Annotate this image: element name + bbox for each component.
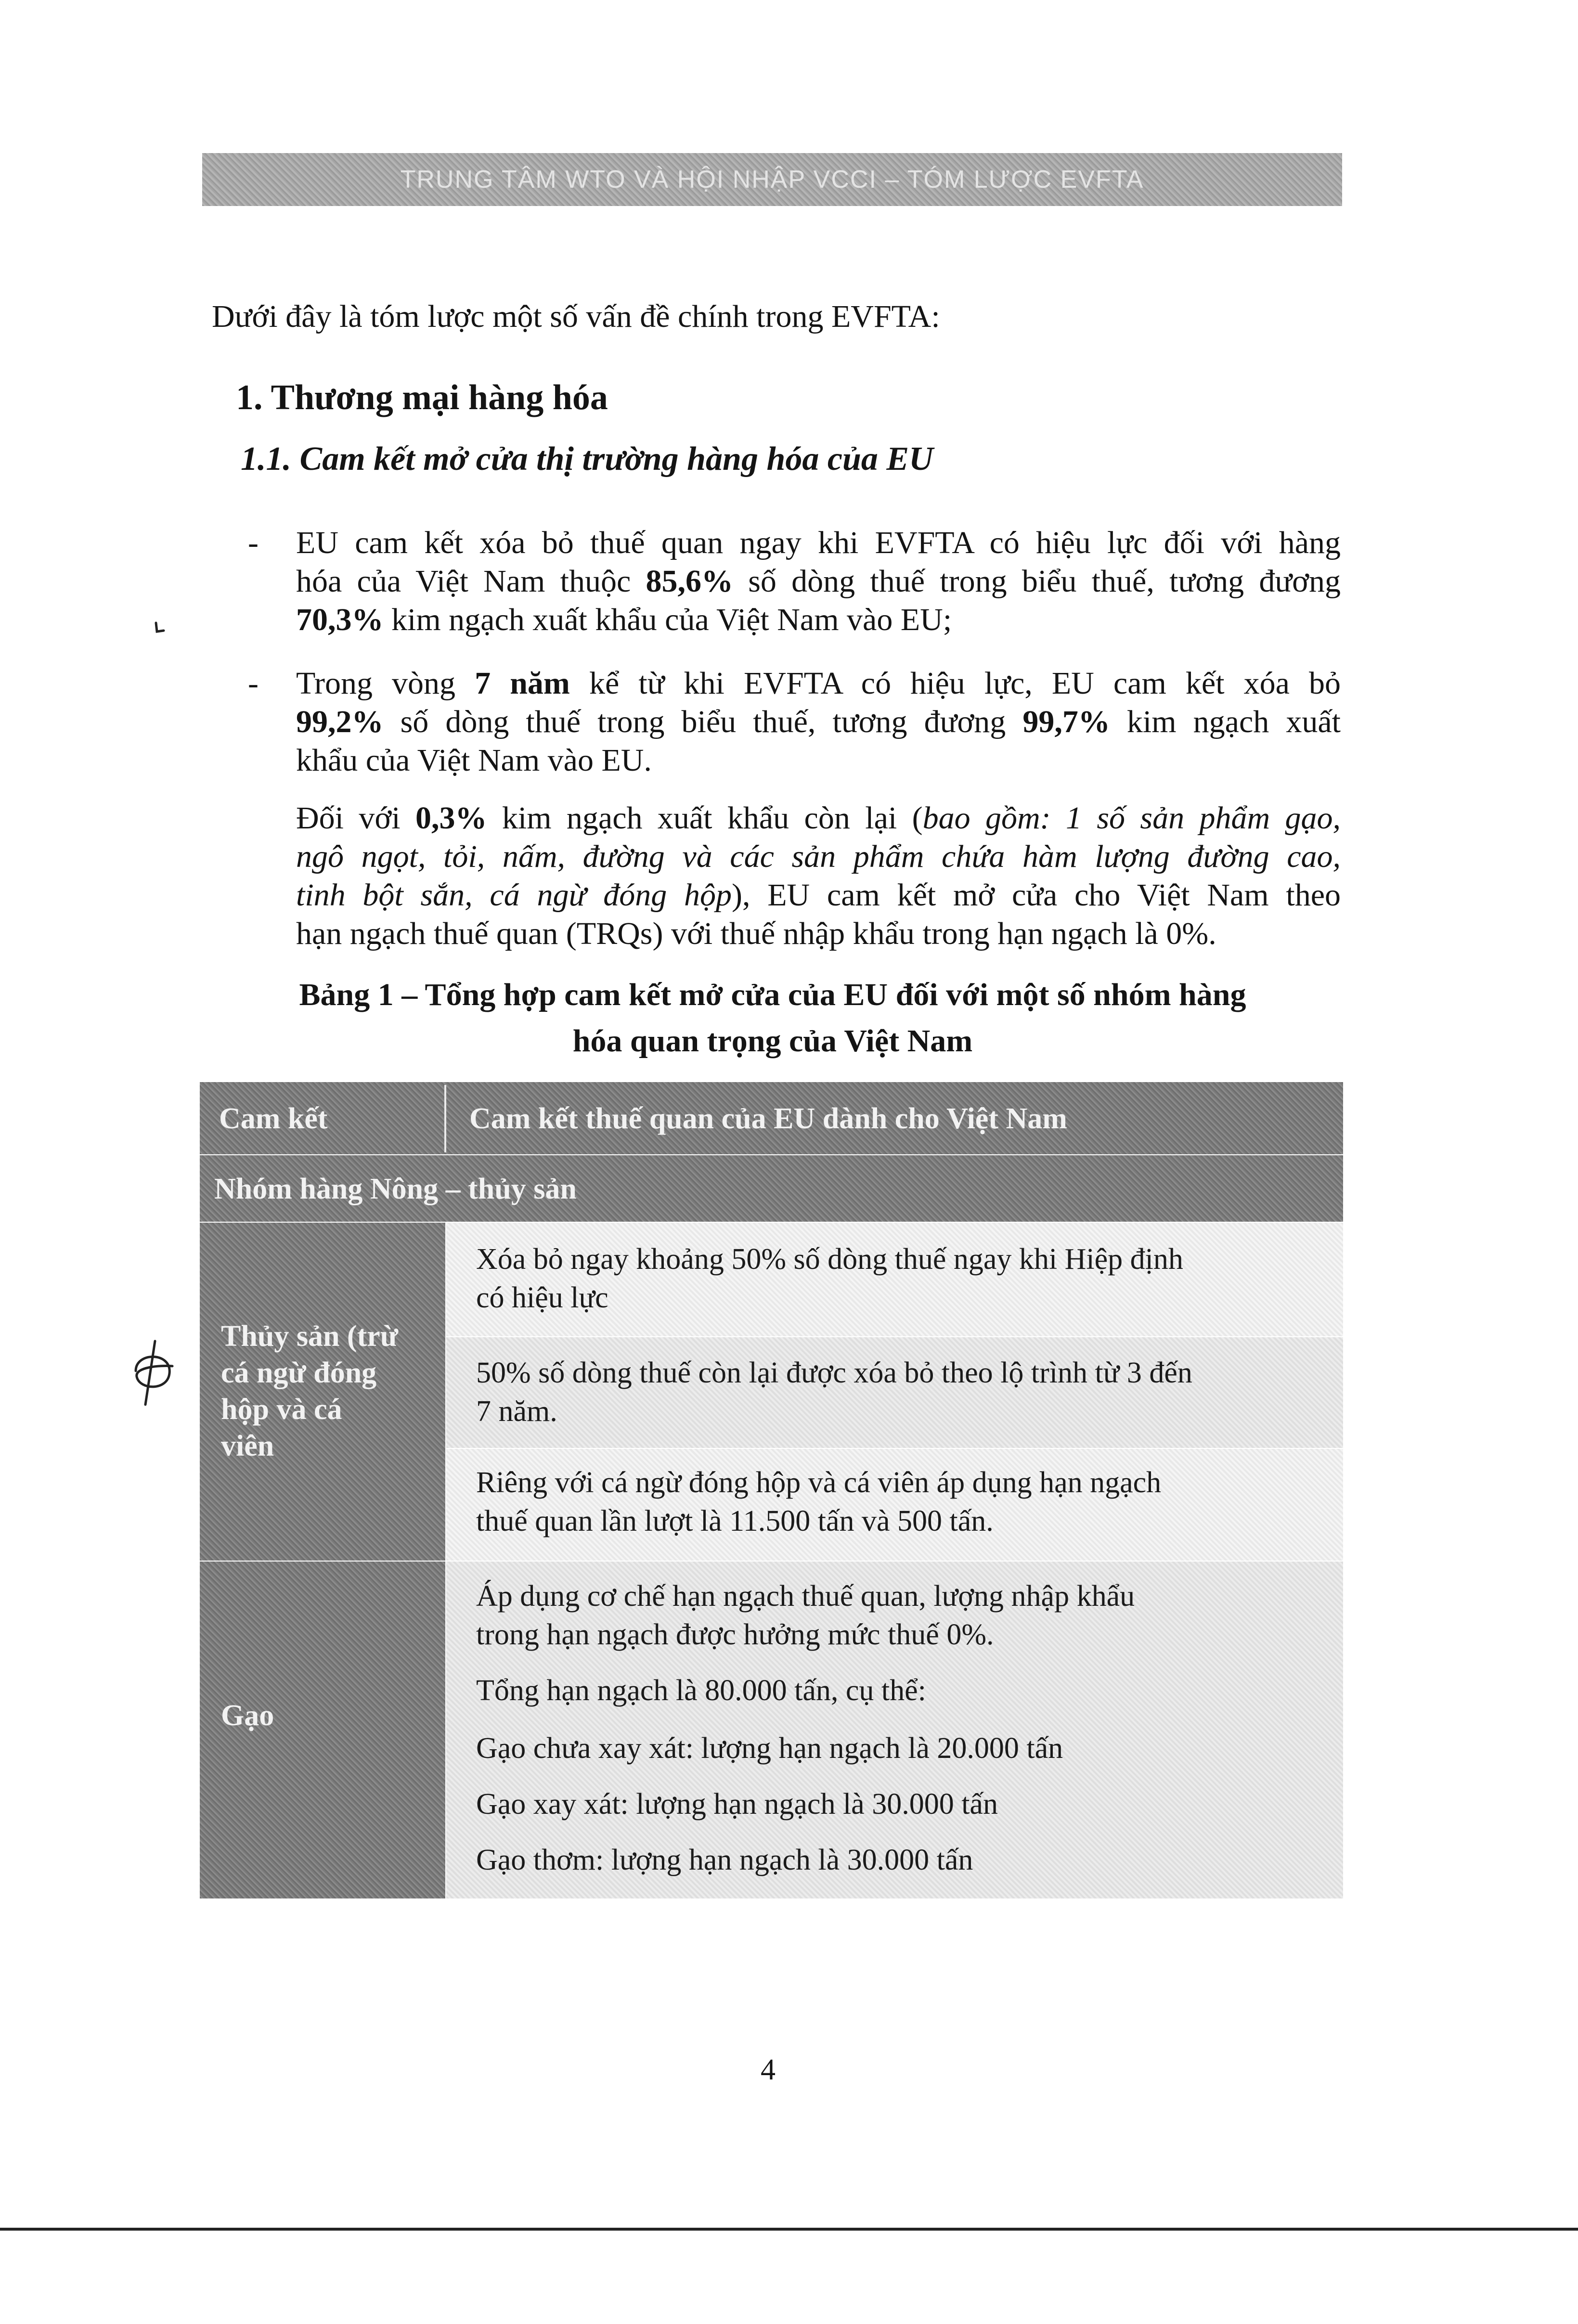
table-caption-line-2: hóa quan trọng của Việt Nam xyxy=(572,1023,973,1059)
bullet-paragraph-1 xyxy=(296,524,1341,639)
intro-sentence: Dưới đây là tóm lược một số vấn đề chính trong EVFTA: xyxy=(212,299,940,334)
bullet-2-line-3: khẩu của Việt Nam vào EU. xyxy=(296,743,652,778)
scan-bottom-edge xyxy=(0,2228,1578,2231)
rice-item-5: Gạo thơm: lượng hạn ngạch là 30.000 tấn xyxy=(476,1844,973,1876)
note-line-3: tinh bột sắn, cá ngừ đóng hộp), EU cam kết mở cửa cho Việt Nam theo xyxy=(296,878,1341,913)
commitments-table xyxy=(200,1082,1343,2324)
table-group-row xyxy=(200,1155,1343,1222)
handwritten-tick-mark xyxy=(153,621,168,635)
rice-item-3: Gạo chưa xay xát: lượng hạn ngạch là 20.000 tấn xyxy=(476,1732,1063,1765)
seafood-item-cell xyxy=(446,1337,1343,1448)
running-header-text: TRUNG TÂM WTO VÀ HỘI NHẬP VCCI – TÓM LƯỢC EVFTA xyxy=(400,166,1144,194)
category-cell-rice xyxy=(200,1562,445,1898)
section-heading: 1. Thương mại hàng hóa xyxy=(236,378,608,417)
seafood-item-3: Riêng với cá ngừ đóng hộp và cá viên áp dụng hạn ngạch thuế quan lần lượt là 11.500 tấn và 500 tấn. xyxy=(476,1466,1162,1537)
bullet-dash: - xyxy=(248,666,259,701)
bullet-2-line-1: Trong vòng 7 năm kể từ khi EVFTA có hiệu lực, EU cam kết xóa bỏ xyxy=(296,666,1341,701)
bullet-dash: - xyxy=(248,525,259,560)
category-label-seafood: Thủy sản (trừ cá ngừ đóng hộp và cá viên xyxy=(221,1320,398,1462)
running-header-banner xyxy=(202,153,1342,206)
bullet-paragraph-2 xyxy=(296,664,1341,780)
rice-item-2: Tổng hạn ngạch là 80.000 tấn, cụ thể: xyxy=(476,1674,926,1707)
note-line-1: Đối với 0,3% kim ngạch xuất khẩu còn lại (bao gồm: 1 số sản phẩm gạo, xyxy=(296,800,1341,836)
note-paragraph xyxy=(296,799,1341,953)
table-group-label: Nhóm hàng Nông – thủy sản xyxy=(214,1173,577,1205)
handwritten-margin-mark xyxy=(126,1337,179,1409)
note-line-2: ngô ngọt, tỏi, nấm, đường và các sản phẩm chứa hàm lượng đường cao, xyxy=(296,839,1341,874)
table-caption-line-1: Bảng 1 – Tổng hợp cam kết mở cửa của EU đối với một số nhóm hàng xyxy=(299,977,1246,1012)
header-divider xyxy=(444,1085,446,1152)
seafood-item-1: Xóa bỏ ngay khoảng 50% số dòng thuế ngay khi Hiệp định có hiệu lực xyxy=(476,1243,1183,1314)
category-cell-seafood xyxy=(200,1223,445,1561)
rice-item-1: Áp dụng cơ chế hạn ngạch thuế quan, lượng nhập khẩu trong hạn ngạch được hưởng mức thuế 0%. xyxy=(476,1580,1135,1651)
subsection-heading: 1.1. Cam kết mở cửa thị trường hàng hóa của EU xyxy=(241,440,933,478)
rice-item-cell xyxy=(446,1562,1343,1898)
table-header-col1: Cam kết xyxy=(219,1102,328,1135)
seafood-item-cell xyxy=(446,1223,1343,1336)
bullet-2-line-2: 99,2% số dòng thuế trong biểu thuế, tương đương 99,7% kim ngạch xuất xyxy=(296,704,1341,739)
seafood-item-2: 50% số dòng thuế còn lại được xóa bỏ theo lộ trình từ 3 đến 7 năm. xyxy=(476,1356,1192,1428)
table-header-col2: Cam kết thuế quan của EU dành cho Việt Nam xyxy=(469,1102,1067,1135)
page-number: 4 xyxy=(761,2053,776,2086)
bullet-1-line-2: hóa của Việt Nam thuộc 85,6% số dòng thuế trong biểu thuế, tương đương xyxy=(296,564,1341,599)
table-header-row xyxy=(200,1082,1343,1154)
bullet-1-line-3: 70,3% kim ngạch xuất khẩu của Việt Nam vào EU; xyxy=(296,602,952,637)
note-line-4: hạn ngạch thuế quan (TRQs) với thuế nhập khẩu trong hạn ngạch là 0%. xyxy=(296,916,1216,951)
rice-item-4: Gạo xay xát: lượng hạn ngạch là 30.000 tấn xyxy=(476,1788,998,1820)
category-label-rice: Gạo xyxy=(221,1699,274,1732)
bullet-1-line-1: EU cam kết xóa bỏ thuế quan ngay khi EVFTA có hiệu lực đối với hàng xyxy=(296,525,1341,560)
seafood-item-cell xyxy=(446,1449,1343,1561)
